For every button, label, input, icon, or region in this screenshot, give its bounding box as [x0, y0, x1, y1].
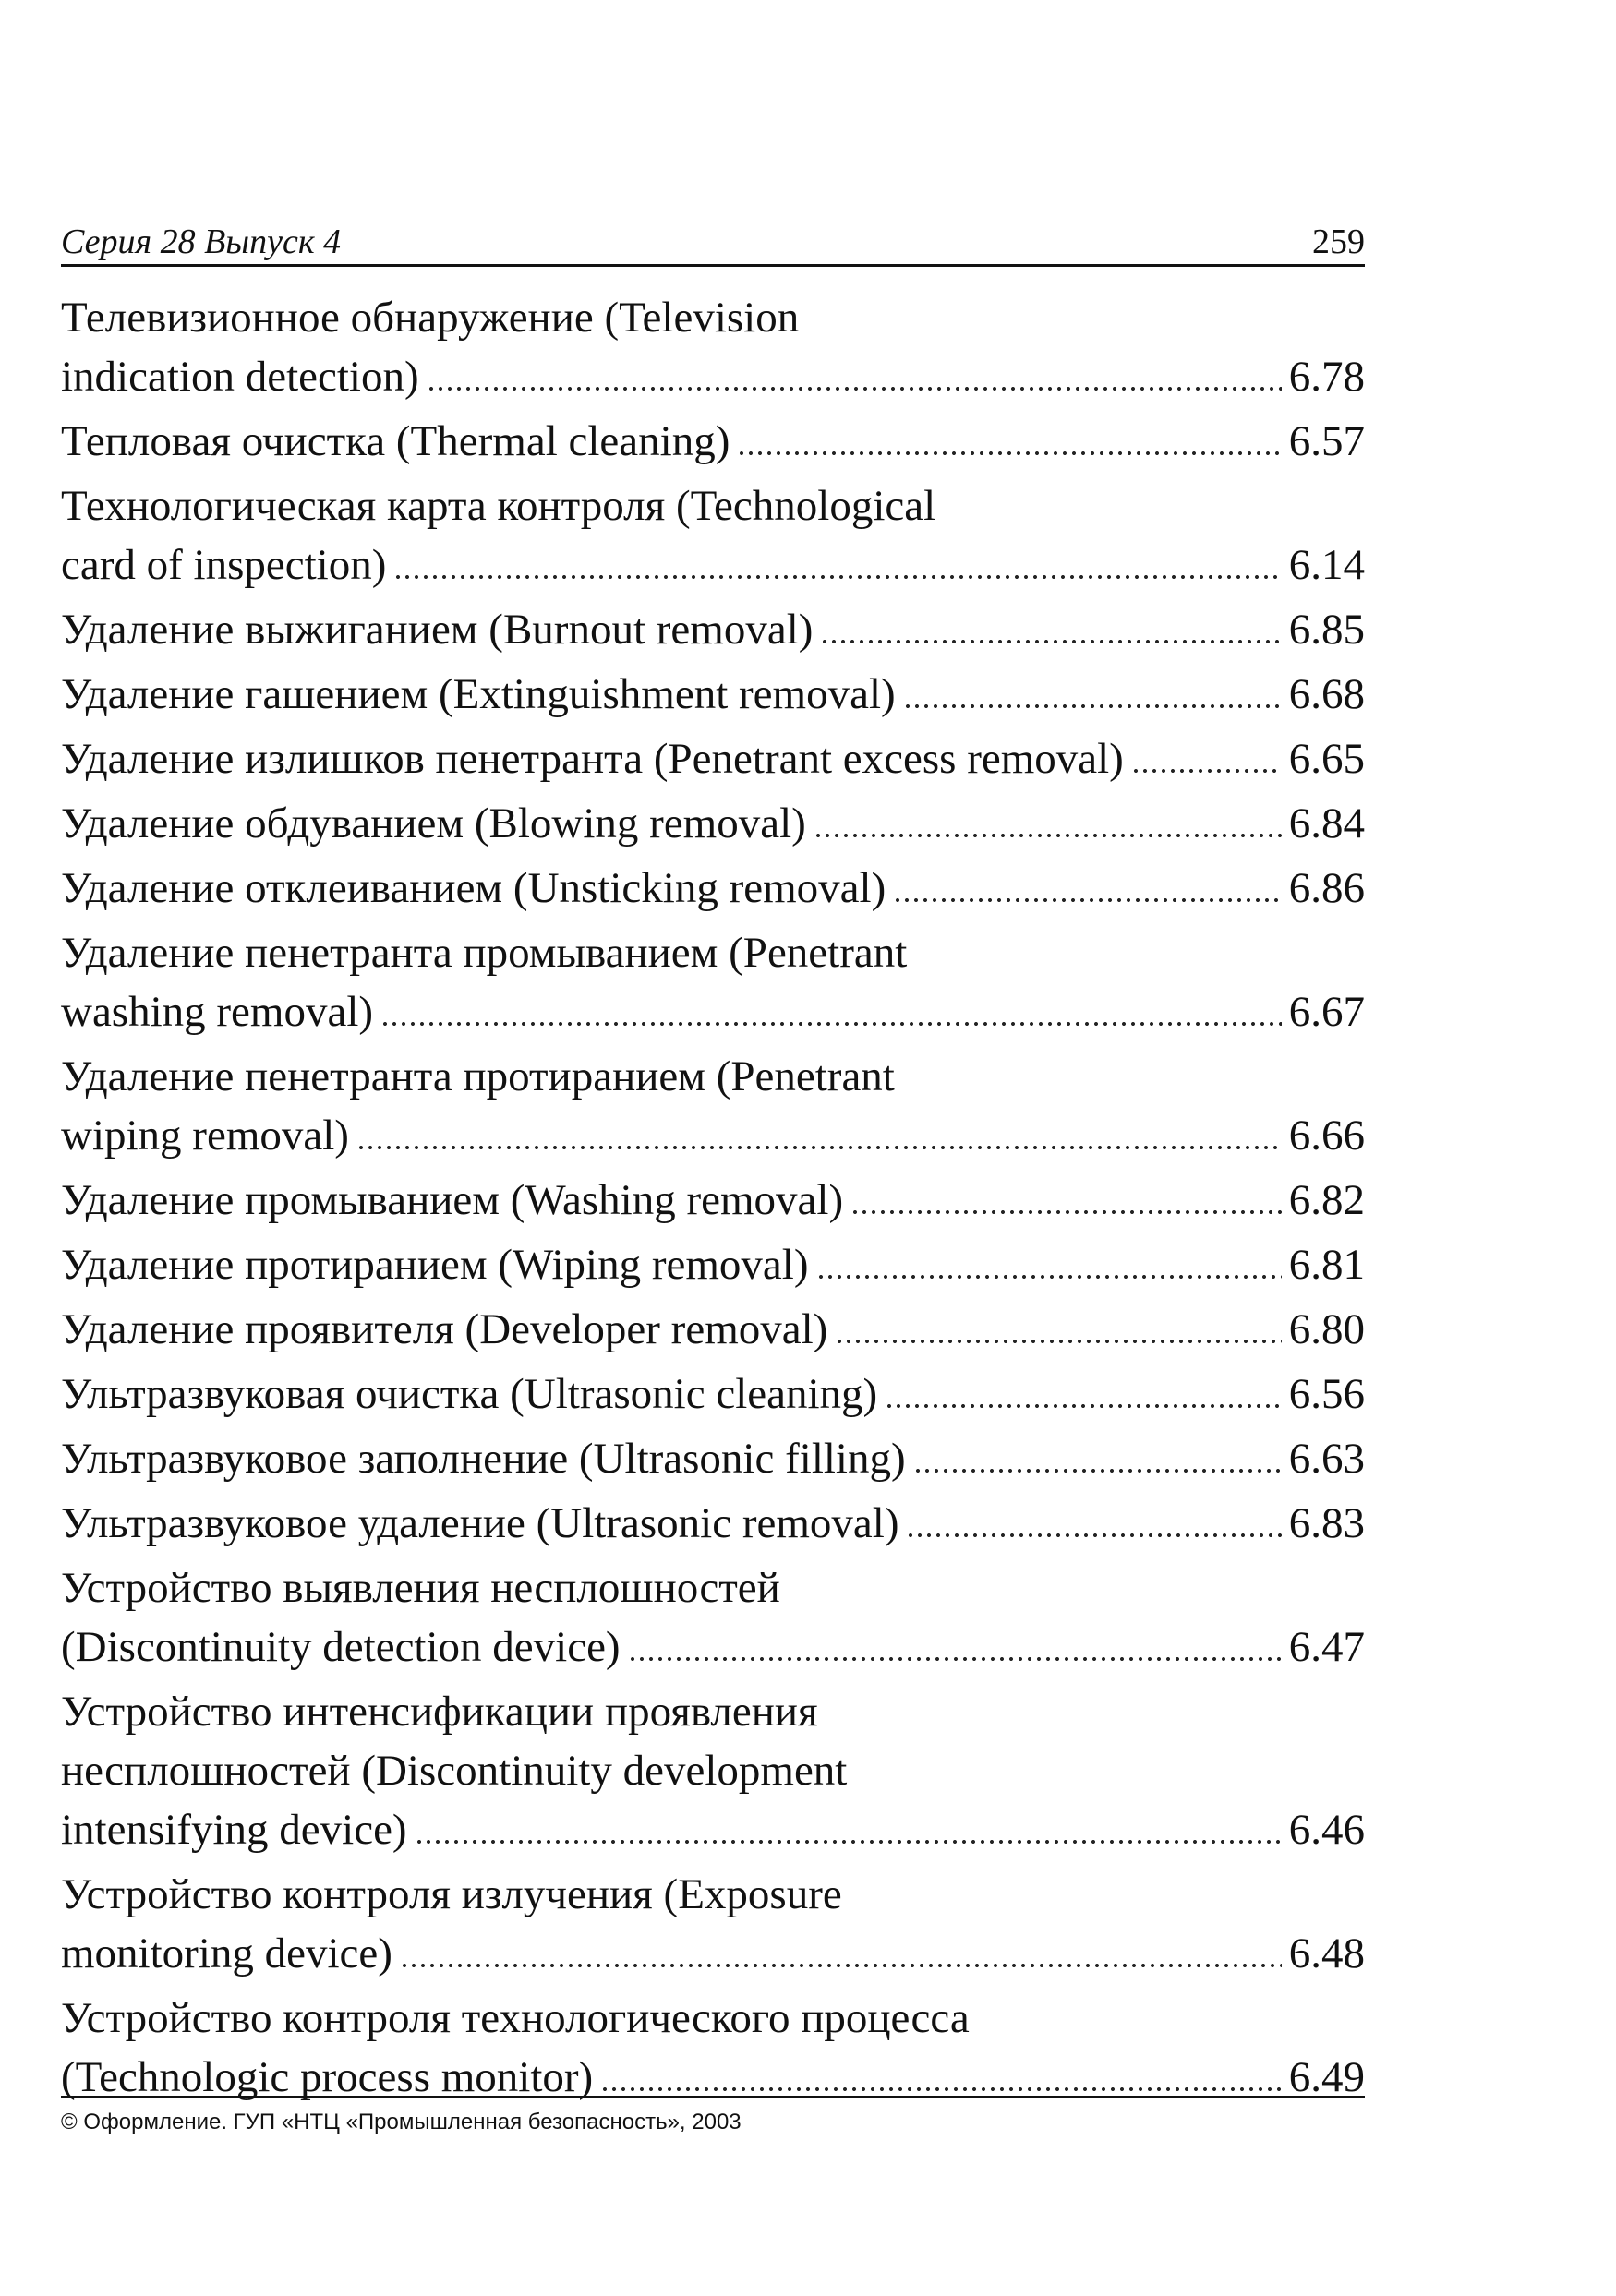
dot-leader: [913, 1466, 1282, 1475]
section-number: 6.49: [1288, 2053, 1365, 2101]
index-entry: [61, 1682, 1365, 1859]
entry-text-line: Удаление гашением (Extinguishment removal): [61, 670, 896, 718]
section-number: 6.82: [1288, 1176, 1365, 1224]
entry-final-line: [61, 600, 1365, 659]
section-number: 6.78: [1288, 353, 1365, 401]
entry-text-line: Удаление проявителя (Developer removal): [61, 1305, 828, 1353]
section-number: 6.68: [1288, 670, 1365, 718]
entry-text-line: wiping removal): [61, 1112, 349, 1160]
dot-leader: [600, 2085, 1282, 2094]
entry-text-line: Тепловая очистка (Thermal cleaning): [61, 417, 730, 465]
section-number: 6.48: [1288, 1929, 1365, 1977]
dot-leader: [893, 896, 1282, 905]
index-entry: [61, 1865, 1365, 1983]
footer-text: © Оформление. ГУП «НТЦ «Промышленная безопасность», 2003: [61, 2110, 742, 2134]
section-number: 6.66: [1288, 1112, 1365, 1160]
index-entry: [61, 1429, 1365, 1488]
index-entry: [61, 1300, 1365, 1359]
index-entry: [61, 923, 1365, 1041]
entry-text-line: несплошностей (Discontinuity development: [61, 1747, 848, 1795]
entry-final-line: [61, 1494, 1365, 1553]
index-entries: [61, 288, 1365, 2112]
entry-final-line: [61, 535, 1365, 595]
entry-final-line: [61, 1800, 1365, 1859]
entry-text-line: card of inspection): [61, 541, 387, 589]
index-entry: [61, 1364, 1365, 1424]
section-number: 6.47: [1288, 1623, 1365, 1671]
entry-final-line: [61, 794, 1365, 853]
page-number: 259: [1312, 222, 1365, 261]
section-number: 6.67: [1288, 988, 1365, 1036]
index-entry: [61, 665, 1365, 724]
entry-text-line: Устройство интенсификации проявления: [61, 1688, 818, 1736]
index-entry: [61, 288, 1365, 406]
entry-final-line: [61, 1924, 1365, 1983]
section-number: 6.14: [1288, 541, 1365, 589]
dot-leader: [816, 1272, 1282, 1281]
entry-final-line: [61, 1106, 1365, 1165]
index-entry: [61, 476, 1365, 595]
entry-text-line: Ультразвуковое удаление (Ultrasonic removal): [61, 1499, 899, 1547]
entry-final-line: [61, 1300, 1365, 1359]
entry-text-line: monitoring device): [61, 1929, 392, 1977]
entry-final-line: [61, 729, 1365, 788]
entry-final-line: [61, 412, 1365, 471]
section-number: 6.81: [1288, 1241, 1365, 1289]
entry-text-line: Удаление выжиганием (Burnout removal): [61, 606, 814, 654]
dot-leader: [850, 1208, 1282, 1217]
entry-text-line: Удаление пенетранта промыванием (Penetrant: [61, 929, 908, 977]
dot-leader: [380, 1019, 1282, 1028]
entry-text-line: Удаление протиранием (Wiping removal): [61, 1241, 809, 1289]
dot-leader: [906, 1531, 1281, 1540]
index-entry: [61, 1558, 1365, 1677]
entry-final-line: [61, 1429, 1365, 1488]
series-title: Серия 28 Выпуск 4: [61, 222, 342, 261]
entry-text-line: washing removal): [61, 988, 374, 1036]
section-number: 6.80: [1288, 1305, 1365, 1353]
entry-text-line: Удаление пенетранта протиранием (Penetrant: [61, 1052, 895, 1100]
section-number: 6.57: [1288, 417, 1365, 465]
entry-text-line: Ультразвуковая очистка (Ultrasonic cleaning): [61, 1370, 878, 1418]
index-entry: [61, 1494, 1365, 1553]
entry-text-line: Технологическая карта контроля (Technological: [61, 482, 936, 530]
entry-final-line: [61, 859, 1365, 918]
index-entry: [61, 412, 1365, 471]
index-entry: [61, 1171, 1365, 1230]
index-entry: [61, 1989, 1365, 2107]
entry-final-line: [61, 665, 1365, 724]
dot-leader: [1131, 766, 1282, 775]
section-number: 6.46: [1288, 1806, 1365, 1854]
index-entry: [61, 859, 1365, 918]
entry-final-line: [61, 1235, 1365, 1294]
dot-leader: [737, 449, 1281, 458]
index-entry: [61, 1047, 1365, 1165]
index-entry: [61, 1235, 1365, 1294]
entry-text-line: (Discontinuity detection device): [61, 1623, 621, 1671]
dot-leader: [393, 572, 1281, 582]
entry-text-line: Устройство контроля излучения (Exposure: [61, 1870, 842, 1918]
dot-leader: [885, 1401, 1282, 1411]
dot-leader: [400, 1961, 1282, 1970]
section-number: 6.86: [1288, 864, 1365, 912]
entry-text-line: Устройство контроля технологического процесса: [61, 1994, 970, 2042]
dot-leader: [820, 637, 1281, 646]
entry-text-line: Удаление промыванием (Washing removal): [61, 1176, 844, 1224]
dot-leader: [628, 1654, 1282, 1664]
entry-final-line: [61, 347, 1365, 406]
entry-text-line: Удаление излишков пенетранта (Penetrant excess removal): [61, 735, 1124, 783]
entry-text-line: Удаление отклеиванием (Unsticking removal): [61, 864, 886, 912]
dot-leader: [415, 1837, 1282, 1846]
dot-leader: [356, 1143, 1282, 1152]
entry-final-line: [61, 982, 1365, 1041]
entry-text-line: indication detection): [61, 353, 419, 401]
entry-text-line: Устройство выявления несплошностей: [61, 1564, 780, 1612]
entry-text-line: Удаление обдуванием (Blowing removal): [61, 799, 806, 847]
section-number: 6.85: [1288, 606, 1365, 654]
entry-text-line: intensifying device): [61, 1806, 407, 1854]
entry-text-line: (Technologic process monitor): [61, 2053, 594, 2101]
dot-leader: [814, 831, 1282, 840]
dot-leader: [835, 1337, 1281, 1346]
running-header: [61, 222, 1365, 267]
index-entry: [61, 729, 1365, 788]
section-number: 6.56: [1288, 1370, 1365, 1418]
entry-final-line: [61, 1364, 1365, 1424]
entry-text-line: Ультразвуковое заполнение (Ultrasonic filling): [61, 1435, 906, 1483]
index-entry: [61, 794, 1365, 853]
entry-text-line: Телевизионное обнаружение (Television: [61, 294, 800, 342]
section-number: 6.63: [1288, 1435, 1365, 1483]
entry-final-line: [61, 1171, 1365, 1230]
dot-leader: [903, 702, 1282, 711]
section-number: 6.84: [1288, 799, 1365, 847]
index-entry: [61, 600, 1365, 659]
section-number: 6.65: [1288, 735, 1365, 783]
footer-copyright: [61, 2096, 1365, 2136]
entry-final-line: [61, 1617, 1365, 1677]
section-number: 6.83: [1288, 1499, 1365, 1547]
dot-leader: [427, 384, 1282, 393]
